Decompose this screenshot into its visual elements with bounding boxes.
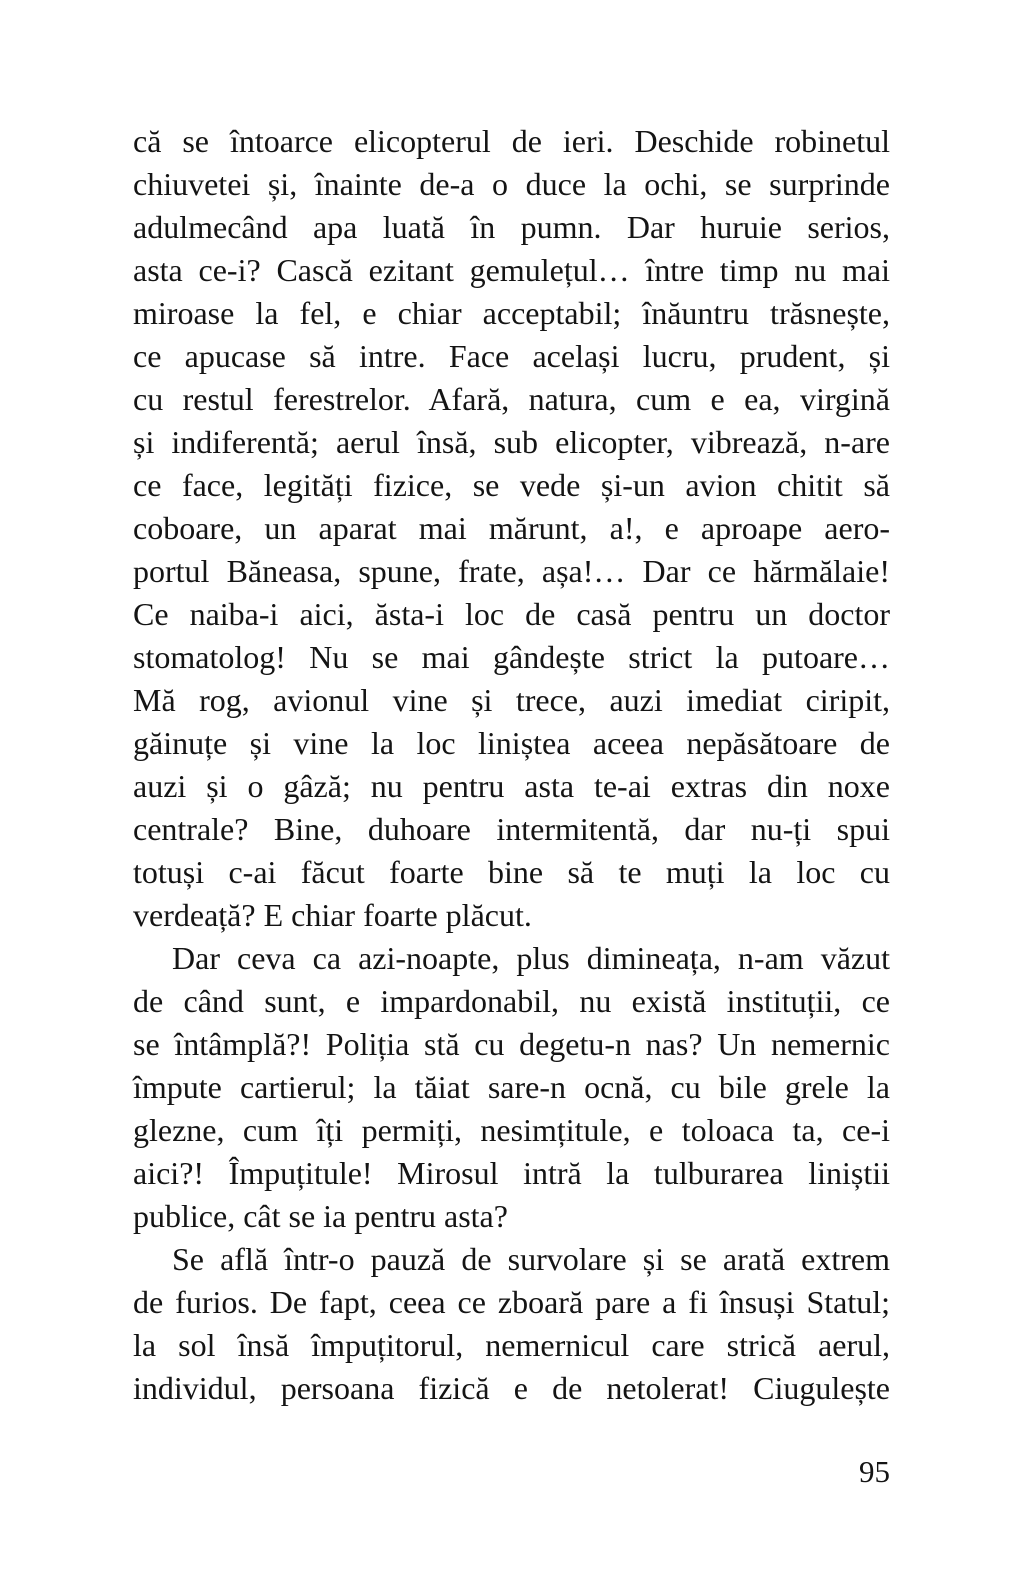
text-line: totuși c-ai făcut foarte bine să te muți la loc cu [133,854,890,890]
text-line: și indiferentă; aerul însă, sub elicopter, vibrează, n-are [133,424,890,460]
text-line: miroase la fel, e chiar acceptabil; înăuntru trăsnește, [133,295,890,331]
text-line: Se află într-o pauză de survolare și se arată extrem [172,1241,890,1277]
text-line: ce apucase să intre. Face același lucru, prudent, și [133,338,890,374]
text-line: cu restul ferestrelor. Afară, natura, cum e ea, virgină [133,381,890,417]
text-line: aici?! Împuțitule! Mirosul intră la tulburarea liniștii [133,1155,890,1191]
page-number: 95 [859,1454,890,1489]
text-line: glezne, cum îți permiți, nesimțitule, e toloaca ta, ce-i [133,1112,890,1148]
text-line: chiuvetei și, înainte de-a o duce la ochi, se surprinde [133,166,890,202]
text-line: portul Băneasa, spune, frate, așa!… Dar ce hărmălaie! [133,553,890,589]
text-line: de când sunt, e impardonabil, nu există instituții, ce [133,983,890,1019]
page-text-block [133,120,890,1410]
text-line: centrale? Bine, duhoare intermitentă, dar nu-ți spui [133,811,890,847]
text-line: verdeață? E chiar foarte plăcut. [133,897,532,933]
text-line: coboare, un aparat mai mărunt, a!, e aproape aero- [133,510,890,546]
text-line: găinuțe și vine la loc liniștea aceea nepăsătoare de [133,725,890,761]
text-line: împute cartierul; la tăiat sare-n ocnă, cu bile grele la [133,1069,890,1105]
text-line: Mă rog, avionul vine și trece, auzi imediat ciripit, [133,682,890,718]
text-line: Dar ceva ca azi-noapte, plus dimineața, n-am văzut [172,940,890,976]
text-line: asta ce-i? Cască ezitant gemulețul… între timp nu mai [133,252,890,288]
text-line: stomatolog! Nu se mai gândește strict la putoare… [133,639,890,675]
text-line: de furios. De fapt, ceea ce zboară pare a fi însuși Statul; [133,1284,890,1320]
text-line: publice, cât se ia pentru asta? [133,1198,508,1234]
text-line: individul, persoana fizică e de netolerat! Ciugulește [133,1370,890,1406]
text-line: ce face, legități fizice, se vede și-un avion chitit să [133,467,890,503]
text-line: auzi și o gâză; nu pentru asta te-ai extras din noxe [133,768,890,804]
text-line: Ce naiba-i aici, ăsta-i loc de casă pentru un doctor [133,596,890,632]
text-line: că se întoarce elicopterul de ieri. Deschide robinetul [133,123,890,159]
text-line: se întâmplă?! Poliția stă cu degetu-n nas? Un nemernic [133,1026,890,1062]
text-line: la sol însă împuțitorul, nemernicul care strică aerul, [133,1327,890,1363]
text-line: adulmecând apa luată în pumn. Dar huruie serios, [133,209,890,245]
